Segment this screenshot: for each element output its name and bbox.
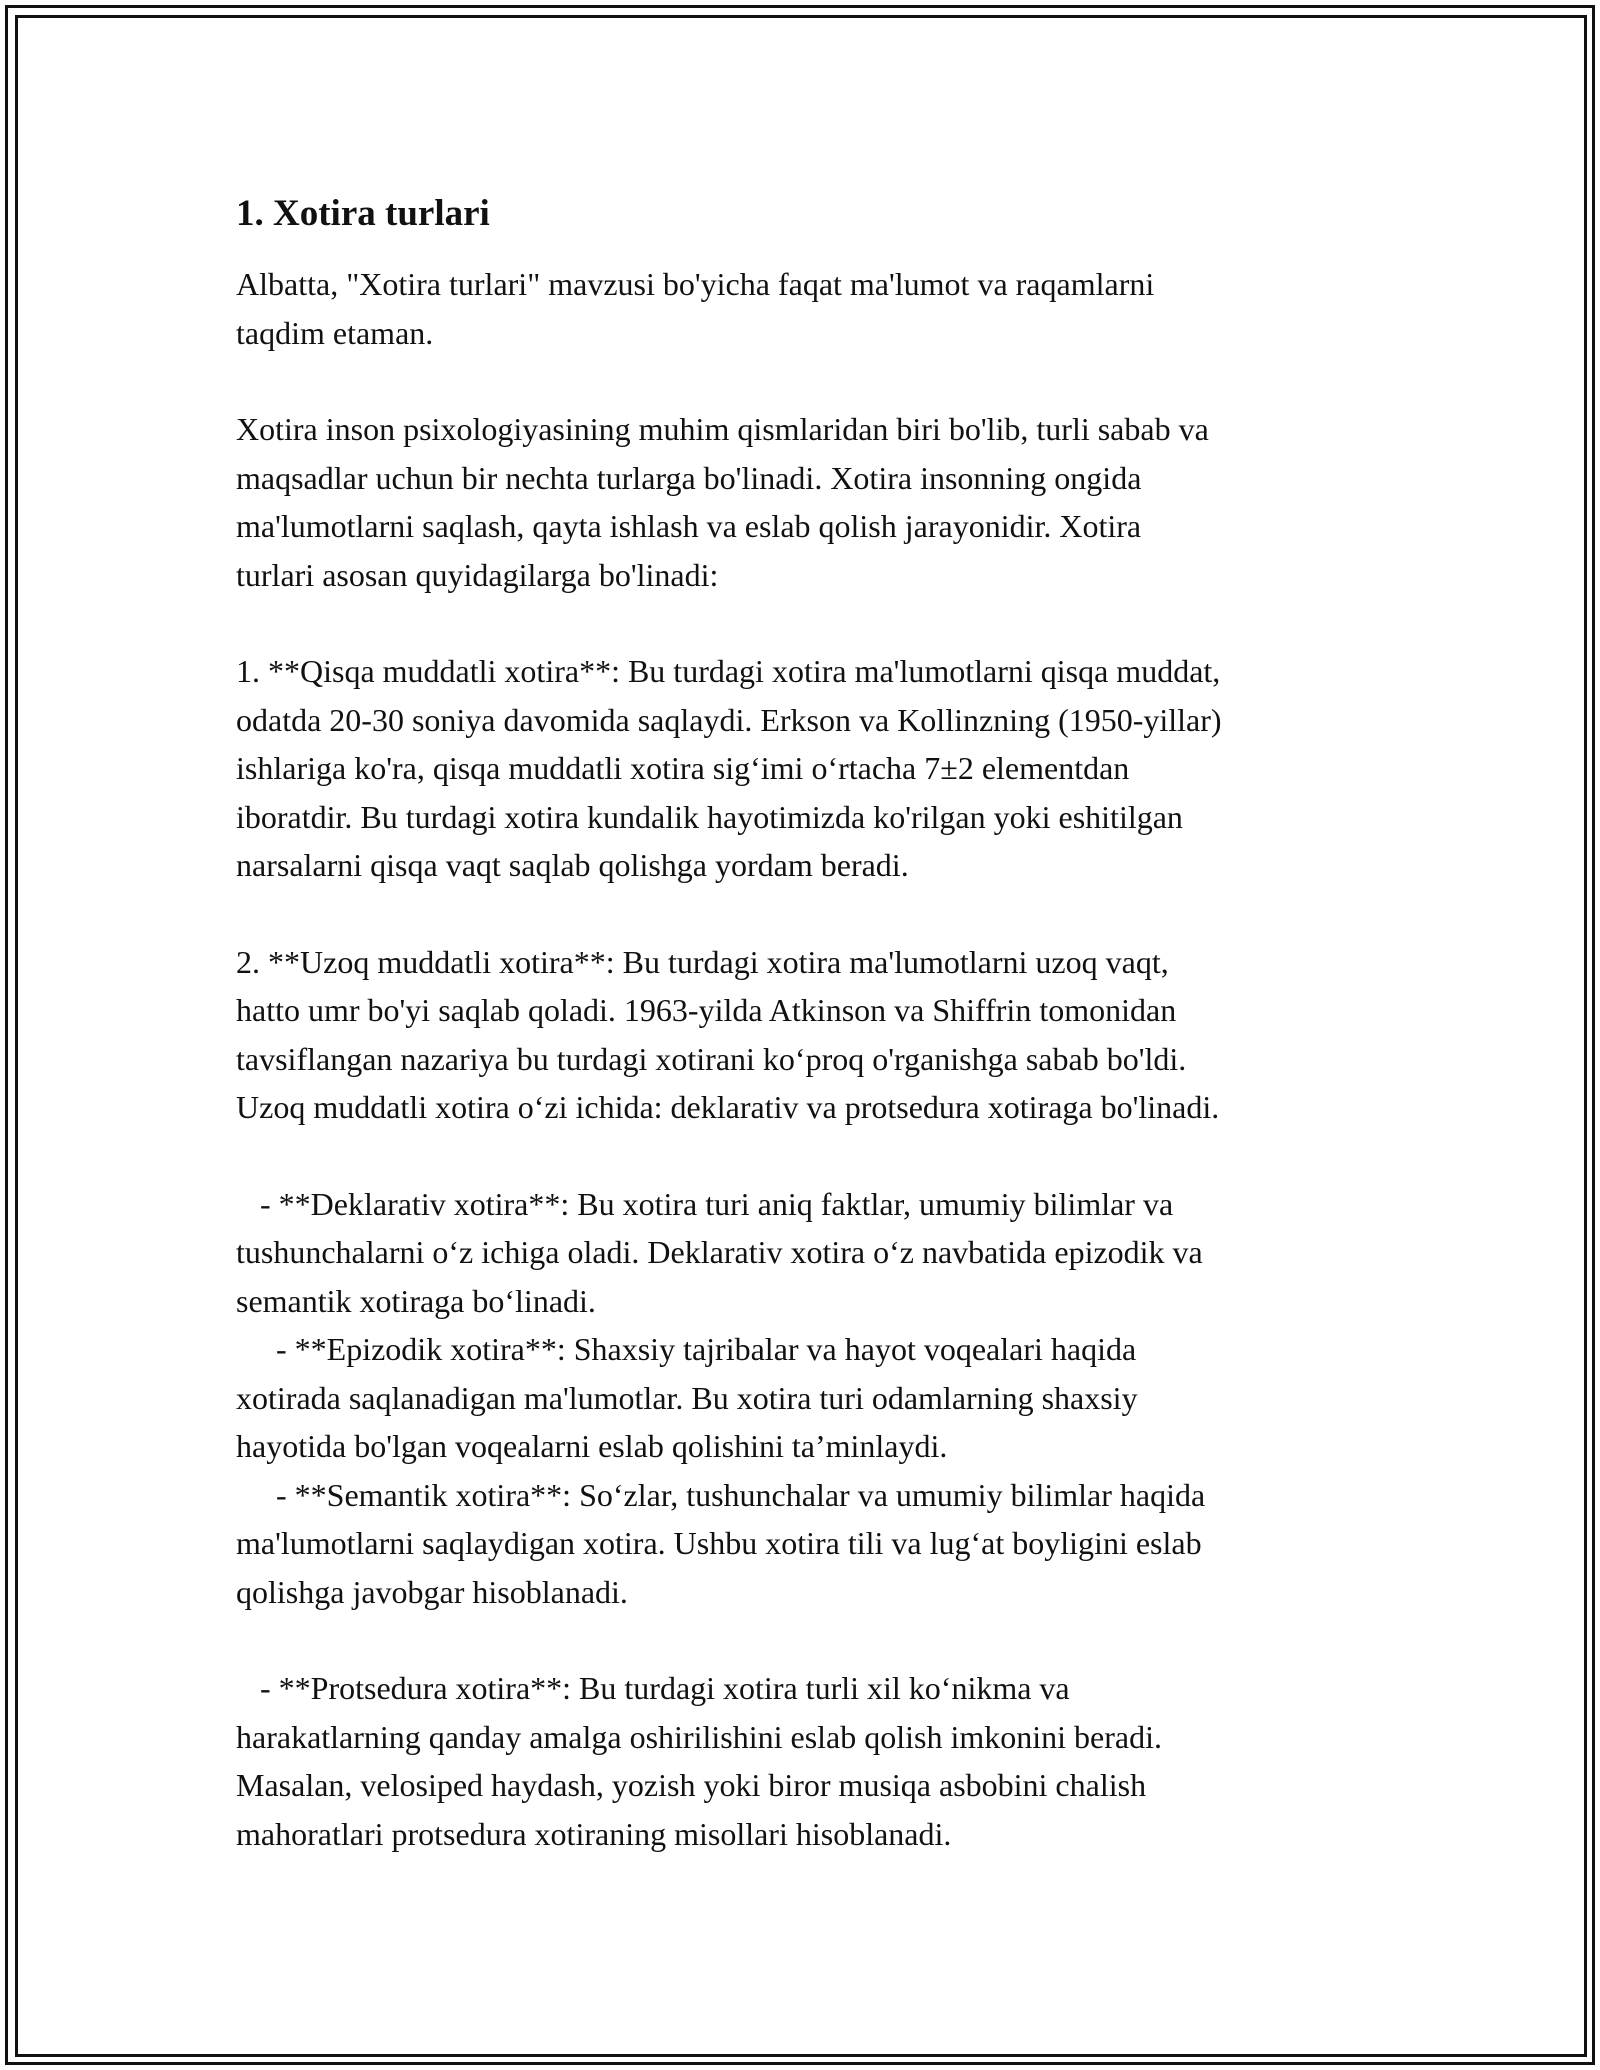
text-line: qolishga javobgar hisoblanadi. <box>236 1573 628 1610</box>
text-line: turlari asosan quyidagilarga bo'linadi: <box>236 556 719 593</box>
paragraph-procedural-memory <box>236 1664 1386 1858</box>
text-line: harakatlarning qanday amalga oshirilishini eslab qolish imkonini beradi. <box>236 1718 1162 1755</box>
text-line: odatda 20-30 soniya davomida saqlaydi. Erkson va Kollinzning (1950-yillar) <box>236 701 1222 738</box>
text-line: mahoratlari protsedura xotiraning misollari hisoblanadi. <box>236 1815 952 1852</box>
text-line: iboratdir. Bu turdagi xotira kundalik hayotimizda ko'rilgan yoki eshitilgan <box>236 798 1183 835</box>
paragraph-long-term-memory <box>236 938 1386 1132</box>
document-body <box>236 186 1386 1906</box>
text-line: ma'lumotlarni saqlaydigan xotira. Ushbu xotira tili va lug‘at boyligini eslab <box>236 1525 1202 1561</box>
text-line: narsalarni qisqa vaqt saqlab qolishga yordam beradi. <box>236 847 909 883</box>
text-line: Uzoq muddatli xotira o‘zi ichida: deklarativ va protsedura xotiraga bo'linadi. <box>236 1089 1220 1125</box>
text-line: Xotira inson psixologiyasining muhim qismlaridan biri bo'lib, turli sabab va <box>236 411 1209 447</box>
text-line: xotirada saqlanadigan ma'lumotlar. Bu xotira turi odamlarning shaxsiy <box>236 1379 1138 1416</box>
text-line: - **Deklarativ xotira**: Bu xotira turi aniq faktlar, umumiy bilimlar va <box>236 1185 1174 1222</box>
text-line: 1. **Qisqa muddatli xotira**: Bu turdagi xotira ma'lumotlarni qisqa muddat, <box>236 653 1221 689</box>
text-line: - **Protsedura xotira**: Bu turdagi xotira turli xil ko‘nikma va <box>236 1670 1070 1706</box>
text-line: ma'lumotlarni saqlash, qayta ishlash va eslab qolish jarayonidir. Xotira <box>236 508 1142 544</box>
text-line: tushunchalarni o‘z ichiga oladi. Deklarativ xotira o‘z navbatida epizodik va <box>236 1234 1203 1270</box>
text-line: hayotida bo'lgan voqealarni eslab qolishini ta’minlaydi. <box>236 1428 948 1464</box>
text-line: maqsadlar uchun bir nechta turlarga bo'linadi. Xotira insonning ongida <box>236 459 1142 496</box>
text-line: semantik xotiraga bo‘linadi. <box>236 1282 596 1319</box>
text-line: Albatta, "Xotira turlari" mavzusi bo'yicha faqat ma'lumot va raqamlarni <box>236 266 1155 302</box>
text-line: Masalan, velosiped haydash, yozish yoki biror musiqa asbobini chalish <box>236 1767 1147 1803</box>
paragraph-overview <box>236 405 1386 599</box>
text-line: - **Semantik xotira**: So‘zlar, tushunchalar va umumiy bilimlar haqida <box>236 1476 1206 1513</box>
text-line: taqdim etaman. <box>236 314 434 351</box>
paragraph-short-term-memory <box>236 647 1386 890</box>
text-line: hatto umr bo'yi saqlab qoladi. 1963-yilda Atkinson va Shiffrin tomonidan <box>236 992 1177 1028</box>
text-line: ishlariga ko'ra, qisqa muddatli xotira sig‘imi o‘rtacha 7±2 elementdan <box>236 750 1130 786</box>
text-line: tavsiflangan nazariya bu turdagi xotirani ko‘proq o'rganishga sabab bo'ldi. <box>236 1040 1187 1077</box>
text-line: - **Epizodik xotira**: Shaxsiy tajribalar va hayot voqealari haqida <box>236 1331 1137 1367</box>
paragraph-declarative-memory <box>236 1180 1386 1617</box>
paragraph-intro <box>236 260 1386 357</box>
document-title: 1. Xotira turlari <box>236 193 490 234</box>
text-line: 2. **Uzoq muddatli xotira**: Bu turdagi xotira ma'lumotlarni uzoq vaqt, <box>236 943 1169 980</box>
